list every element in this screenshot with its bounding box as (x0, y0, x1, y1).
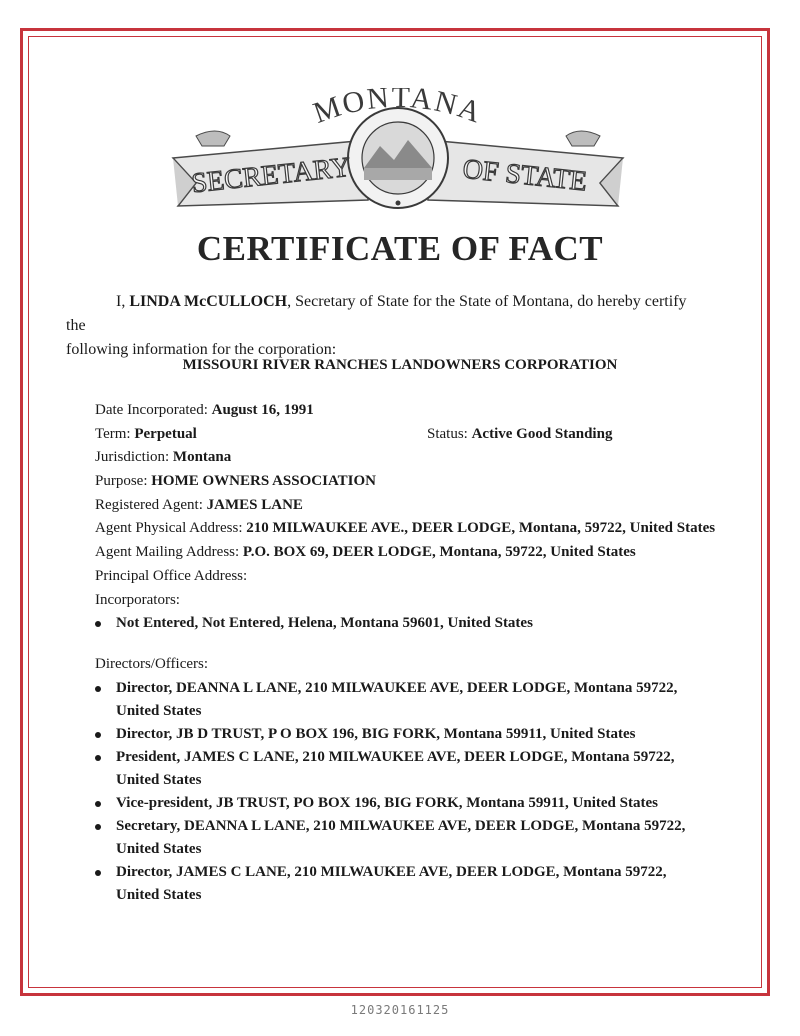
status-value: Active Good Standing (471, 425, 613, 442)
bullet-icon (95, 824, 101, 830)
secretary-name: LINDA McCULLOCH (129, 293, 288, 310)
intro-line2: following information for the corporation: (66, 341, 337, 358)
bullet-icon (95, 732, 101, 738)
intro-line1-rest: , Secretary of State for the State of Montana, do hereby certify the (66, 293, 687, 334)
fact-label: Agent Physical Address: (95, 520, 243, 537)
bullet-icon (95, 621, 101, 627)
officer-line-cont: United States (116, 771, 202, 788)
registered-agent-row (95, 494, 775, 518)
fact-value: HOME OWNERS ASSOCIATION (151, 473, 377, 490)
intro-prefix: I, (116, 293, 126, 310)
bullet-icon (95, 755, 101, 761)
officer-line-cont: United States (116, 886, 202, 903)
officer-line: President, JAMES C LANE, 210 MILWAUKEE AVE, DEER LODGE, Montana 59722, (116, 748, 675, 765)
status-field (427, 423, 612, 447)
fact-value: Montana (172, 449, 232, 466)
of-state-banner-text: OF STATE (461, 153, 589, 198)
fact-value: P.O. BOX 69, DEER LODGE, Montana, 59722, United States (242, 544, 636, 561)
montana-arc-text: MONTANA (309, 88, 488, 131)
jurisdiction-row (95, 446, 775, 470)
fact-value: Perpetual (134, 425, 197, 442)
corporation-name: MISSOURI RIVER RANCHES LANDOWNERS CORPORATION (182, 357, 618, 373)
incorporator-text: Not Entered, Not Entered, Helena, Montana 59601, United States (116, 615, 533, 632)
fact-label: Status: (427, 425, 468, 442)
certification-statement (66, 290, 706, 362)
secretary-banner-text: SECRETARY (190, 151, 353, 200)
fact-value: JAMES LANE (206, 496, 303, 513)
officer-line: Director, JB D TRUST, P O BOX 196, BIG FORK, Montana 59911, United States (116, 725, 636, 742)
officer-line: Director, DEANNA L LANE, 210 MILWAUKEE AVE, DEER LODGE, Montana 59722, (116, 679, 678, 696)
bullet-icon (95, 801, 101, 807)
agent-physical-address-row (95, 517, 775, 541)
principal-office-address-row (95, 565, 775, 589)
list-item (95, 815, 775, 861)
bullet-icon (95, 686, 101, 692)
fact-label: Date Incorporated: (95, 402, 208, 418)
corporation-facts (95, 399, 775, 907)
list-item (95, 792, 775, 815)
purpose-row (95, 470, 775, 494)
fact-label: Principal Office Address: (95, 567, 248, 584)
fact-label: Agent Mailing Address: (95, 544, 240, 561)
fact-value: August 16, 1991 (211, 402, 314, 418)
officer-line: Director, JAMES C LANE, 210 MILWAUKEE AVE, DEER LODGE, Montana 59722, (116, 863, 667, 880)
fact-label: Registered Agent: (95, 496, 203, 513)
fact-label: Purpose: (95, 473, 148, 490)
list-item (95, 723, 775, 746)
incorporators-heading: Incorporators: (95, 591, 180, 608)
secretary-of-state-emblem (168, 88, 628, 218)
agent-mailing-address-row (95, 541, 775, 565)
document-number: 120320161125 (350, 1003, 450, 1017)
officer-line-cont: United States (116, 840, 202, 857)
fact-value: 210 MILWAUKEE AVE., DEER LODGE, Montana, 59722, United States (246, 520, 716, 537)
fact-label: Term: (95, 425, 131, 442)
fact-label: Jurisdiction: (95, 449, 170, 466)
certificate-title: CERTIFICATE OF FACT (196, 229, 604, 268)
date-incorporated-row (95, 399, 775, 423)
directors-officers-heading: Directors/Officers: (95, 656, 209, 673)
officer-line: Vice-president, JB TRUST, PO BOX 196, BIG FORK, Montana 59911, United States (116, 794, 658, 811)
list-item (95, 677, 775, 723)
bullet-icon (95, 870, 101, 876)
officer-line-cont: United States (116, 702, 202, 719)
officer-line: Secretary, DEANNA L LANE, 210 MILWAUKEE AVE, DEER LODGE, Montana 59722, (116, 817, 686, 834)
list-item (95, 746, 775, 792)
list-item (95, 612, 775, 635)
term-row (95, 423, 775, 447)
list-item (95, 861, 775, 907)
